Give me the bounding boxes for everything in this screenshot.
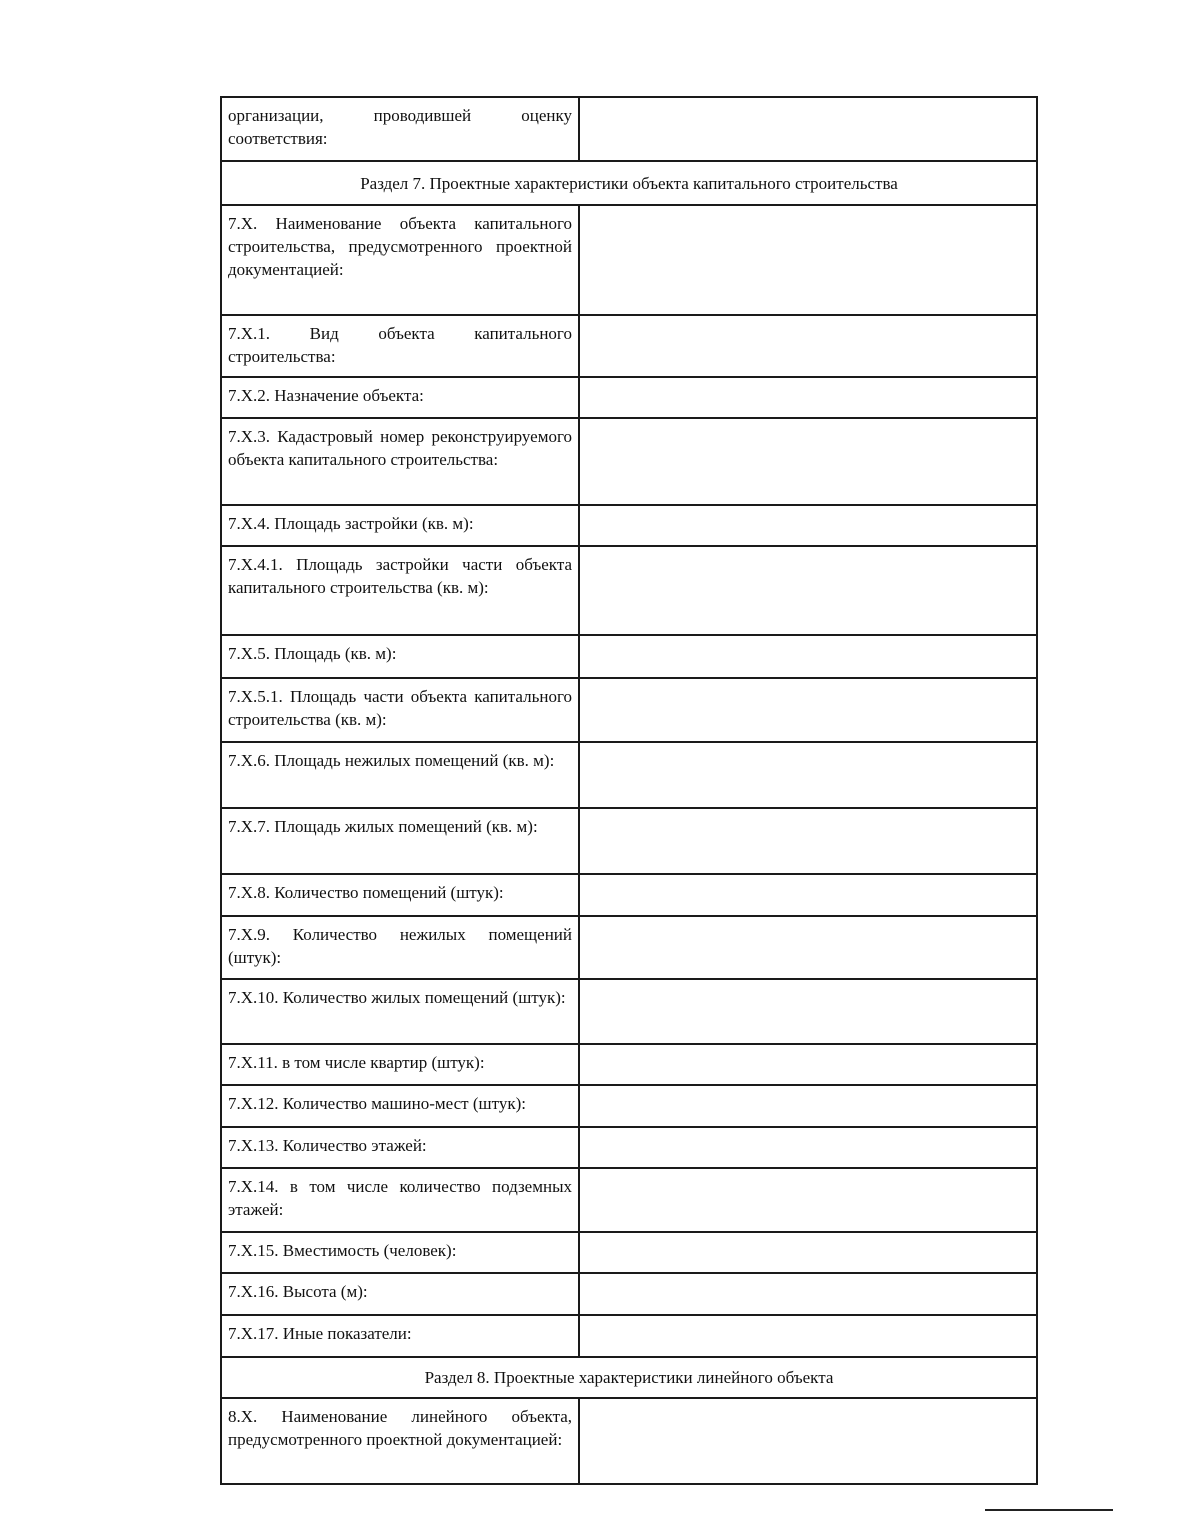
field-value-cell[interactable] (579, 1085, 1037, 1127)
field-value-cell[interactable] (579, 546, 1037, 635)
field-value-cell[interactable] (579, 916, 1037, 979)
field-value-cell[interactable] (579, 1044, 1037, 1085)
field-value-cell[interactable] (579, 678, 1037, 742)
table-row (221, 1085, 1037, 1127)
table-row (221, 1315, 1037, 1357)
field-label: 7.X.5.1. Площадь части объекта капитального строительства (кв. м): (228, 687, 572, 729)
section-row (221, 161, 1037, 205)
field-label-cell (221, 205, 579, 315)
field-label-cell (221, 1273, 579, 1315)
field-value-cell[interactable] (579, 1273, 1037, 1315)
field-label-cell (221, 635, 579, 678)
section-heading-8: Раздел 8. Проектные характеристики линейного объекта (221, 1357, 1037, 1398)
field-value-cell[interactable] (579, 979, 1037, 1044)
table-row (221, 505, 1037, 546)
field-value-cell[interactable] (579, 418, 1037, 505)
field-value-cell[interactable] (579, 1168, 1037, 1232)
field-value-cell[interactable] (579, 808, 1037, 874)
table-row (221, 1273, 1037, 1315)
field-label: 7.X.8. Количество помещений (штук): (228, 883, 504, 902)
field-value-cell[interactable] (579, 315, 1037, 377)
form-table (220, 96, 1038, 1485)
table-row (221, 1127, 1037, 1168)
field-label: 7.X.15. Вместимость (человек): (228, 1241, 457, 1260)
field-label: 7.X.7. Площадь жилых помещений (кв. м): (228, 817, 538, 836)
field-label: 7.X.17. Иные показатели: (228, 1324, 412, 1343)
field-label-cell (221, 1127, 579, 1168)
field-label: организации, проводившей оценку соответствия: (228, 106, 572, 148)
table-row (221, 315, 1037, 377)
field-label-cell (221, 979, 579, 1044)
table-row (221, 1168, 1037, 1232)
table-row (221, 916, 1037, 979)
table-row (221, 1044, 1037, 1085)
field-label-cell (221, 742, 579, 808)
table-row (221, 1398, 1037, 1484)
field-label: 7.X.14. в том числе количество подземных этажей: (228, 1177, 572, 1219)
footer-rule (985, 1509, 1113, 1511)
field-label-cell (221, 1044, 579, 1085)
field-label-cell (221, 1315, 579, 1357)
table-row (221, 377, 1037, 418)
field-value-cell[interactable] (579, 505, 1037, 546)
table-row (221, 546, 1037, 635)
field-label: 7.X.11. в том числе квартир (штук): (228, 1053, 485, 1072)
field-value-cell[interactable] (579, 1232, 1037, 1273)
field-label-cell (221, 678, 579, 742)
table-row (221, 808, 1037, 874)
field-label-cell (221, 874, 579, 916)
section-heading-7: Раздел 7. Проектные характеристики объекта капитального строительства (221, 161, 1037, 205)
table-row (221, 635, 1037, 678)
field-label: 8.X. Наименование линейного объекта, предусмотренного проектной документацией: (228, 1407, 572, 1449)
field-value-cell[interactable] (579, 635, 1037, 678)
field-label-cell (221, 377, 579, 418)
table-row (221, 205, 1037, 315)
field-value-cell[interactable] (579, 874, 1037, 916)
table-row (221, 678, 1037, 742)
field-value-cell[interactable] (579, 205, 1037, 315)
field-label-cell (221, 1085, 579, 1127)
field-label: 7.X.4. Площадь застройки (кв. м): (228, 514, 474, 533)
field-label: 7.X.4.1. Площадь застройки части объекта капитального строительства (кв. м): (228, 555, 572, 597)
field-value-cell[interactable] (579, 97, 1037, 161)
field-label: 7.X. Наименование объекта капитального строительства, предусмотренного проектной документацией: (228, 214, 572, 279)
table-row (221, 1232, 1037, 1273)
field-label-cell (221, 315, 579, 377)
table-row (221, 742, 1037, 808)
table-row (221, 874, 1037, 916)
field-value-cell[interactable] (579, 377, 1037, 418)
field-label-cell (221, 97, 579, 161)
field-label: 7.X.13. Количество этажей: (228, 1136, 427, 1155)
field-value-cell[interactable] (579, 1315, 1037, 1357)
field-label: 7.X.3. Кадастровый номер реконструируемого объекта капитального строительства: (228, 427, 572, 469)
field-label: 7.X.6. Площадь нежилых помещений (кв. м): (228, 751, 555, 770)
field-label-cell (221, 546, 579, 635)
field-label-cell (221, 505, 579, 546)
field-label: 7.X.10. Количество жилых помещений (штук): (228, 988, 566, 1007)
field-label: 7.X.2. Назначение объекта: (228, 386, 424, 405)
table-row (221, 979, 1037, 1044)
field-value-cell[interactable] (579, 1398, 1037, 1484)
table-row (221, 418, 1037, 505)
field-label: 7.X.5. Площадь (кв. м): (228, 644, 397, 663)
field-label-cell (221, 1398, 579, 1484)
field-label-cell (221, 916, 579, 979)
field-label-cell (221, 1168, 579, 1232)
section-row (221, 1357, 1037, 1398)
field-label: 7.X.12. Количество машино-мест (штук): (228, 1094, 526, 1113)
field-label-cell (221, 1232, 579, 1273)
field-label: 7.X.16. Высота (м): (228, 1282, 368, 1301)
field-label: 7.X.1. Вид объекта капитального строительства: (228, 324, 572, 366)
field-label-cell (221, 418, 579, 505)
field-label: 7.X.9. Количество нежилых помещений (штук): (228, 925, 572, 967)
field-value-cell[interactable] (579, 1127, 1037, 1168)
field-value-cell[interactable] (579, 742, 1037, 808)
field-label-cell (221, 808, 579, 874)
table-row (221, 97, 1037, 161)
